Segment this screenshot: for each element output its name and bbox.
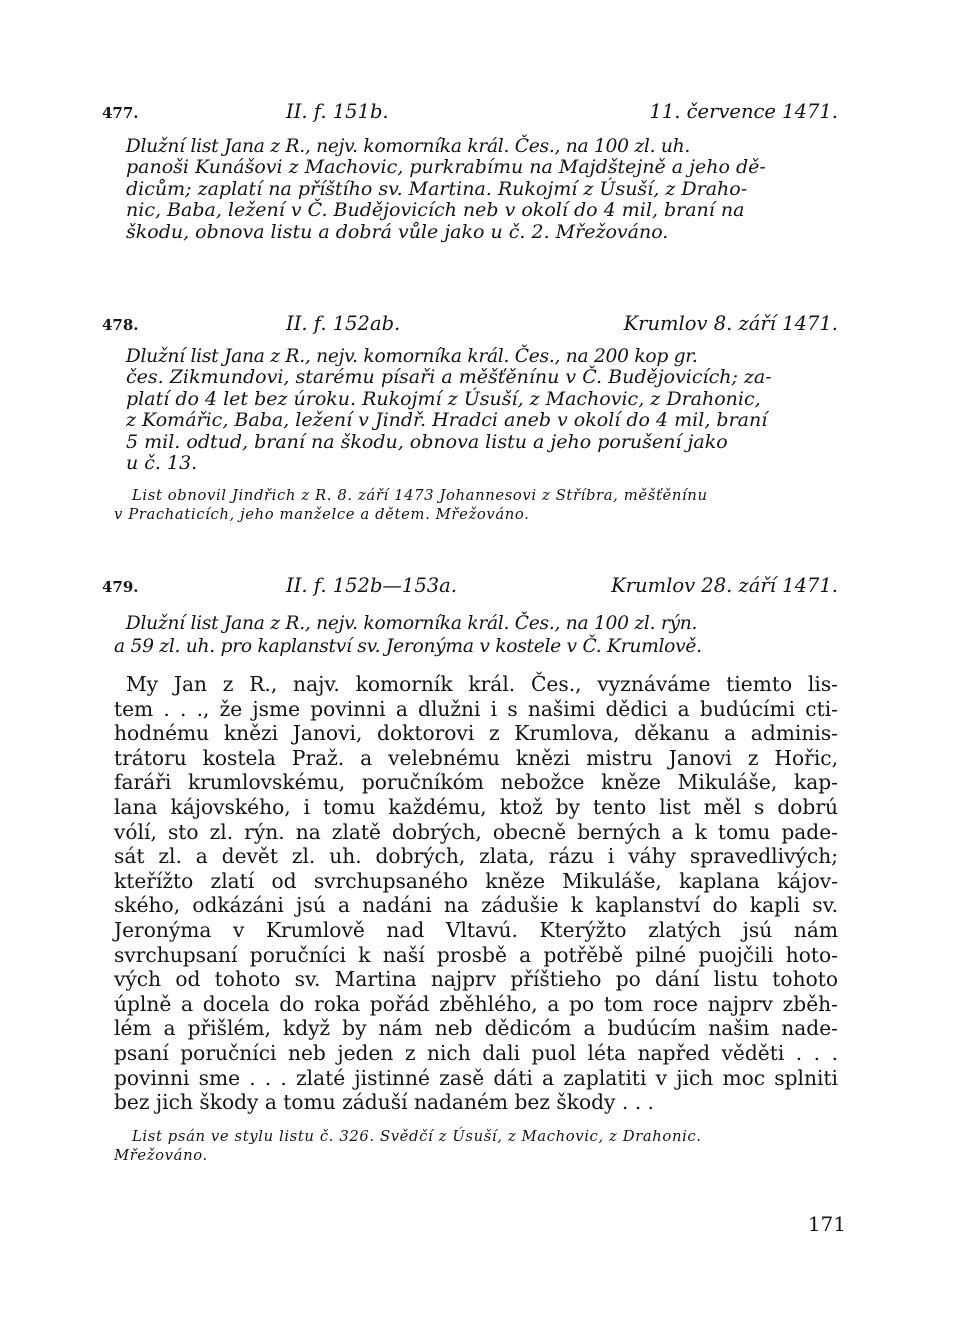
body-line: faráři krumlovskému, poručníkóm nebožce kněze Mikuláše, kap-	[114, 770, 838, 795]
note-line: Mřežováno.	[114, 1146, 208, 1164]
body-line: trátoru kostela Praž. a velebnému knězi mistru Janovi z Hořic,	[114, 745, 838, 770]
regest-line: čes. Zikmundovi, starému písaři a měšťěnínu v Č. Budějovicích; za-	[126, 366, 772, 389]
body-line: bez jich škody a tomu záduší nadaném bez škody . . .	[114, 1090, 654, 1115]
entry-479	[102, 574, 838, 1165]
regest-line: nic, Baba, ležení v Č. Budějovicích neb v okolí do 4 mil, braní na	[126, 199, 745, 222]
entry-478	[102, 312, 838, 524]
body-line: lém a přišlém, když by nám neb dědicóm a budúcím našim nade-	[114, 1016, 838, 1041]
regest-line: Dlužní list Jana z R., nejv. komorníka král. Čes., na 200 kop gr.	[125, 345, 698, 367]
regest-line: Dlužní list Jana z R., nejv. komorníka král. Čes., na 100 zl. uh.	[125, 135, 690, 157]
entry-folio: II. f. 152ab.	[286, 312, 401, 335]
regest-line: Dlužní list Jana z R., nejv. komorníka král. Čes., na 100 zl. rýn.	[125, 612, 698, 634]
body-line: vólí, sto zl. rýn. na zlatě dobrých, obecně berných a k tomu pade-	[114, 819, 838, 844]
body-line: lana kájovského, i tomu každému, ktož by tento list měl s dobrú	[114, 794, 838, 819]
body-line: My Jan z R., najv. komorník král. Čes., vyznáváme tiemto lis-	[126, 672, 838, 696]
body-line: psaní poručníci neb jeden z nich dali puol léta napřed věděti . . .	[114, 1040, 838, 1065]
entry-number: 477.	[102, 104, 139, 122]
note-line: List obnovil Jindřich z R. 8. září 1473 Johannesovi z Stříbra, měšťěnínu	[132, 487, 708, 505]
body-line: svrchupsaní poručníci k naší prosbě a potřěbě pilné puojčili hoto-	[114, 942, 838, 967]
body-line: ského, odkázáni jsú a nadáni na zádušie k kaplanství do kapli sv.	[114, 893, 838, 918]
entry-regest	[114, 136, 838, 243]
page-number: 171	[807, 1212, 846, 1236]
note-line: List psán ve stylu listu č. 326. Svědčí z Úsuší, z Machovic, z Drahonic.	[132, 1127, 702, 1145]
entry-header	[102, 574, 838, 604]
note-line: v Prachaticích, jeho manželce a dětem. Mřežováno.	[114, 506, 530, 524]
body-line: kteřížto zlatí od svrchupsaného kněze Mikuláše, kaplana kájov-	[114, 868, 838, 893]
regest-line: a 59 zl. uh. pro kaplanství sv. Jeronýma v kostele v Č. Krumlově.	[114, 635, 702, 657]
entry-header	[102, 100, 838, 130]
body-line: sát zl. a devět zl. uh. dobrých, zlata, rázu i váhy spravedlivých;	[114, 844, 838, 869]
body-line: vých od tohoto sv. Martina najprv příštieho po dání listu tohoto	[114, 967, 838, 992]
regest-line: dicům; zaplatí na příštího sv. Martina. Rukojmí z Úsuší, z Draho-	[126, 177, 748, 200]
entry-date: Krumlov 28. září 1471.	[611, 574, 838, 597]
body-line: tem . . ., že jsme povinni a dlužni i s našimi dědici a budúcími cti-	[114, 696, 838, 721]
entry-note	[114, 486, 838, 524]
entry-body-text	[114, 672, 838, 1115]
regest-line: 5 mil. odtud, braní na škodu, obnova listu a jeho porušení jako	[126, 430, 728, 453]
regest-line: u č. 13.	[126, 452, 198, 475]
body-line: hodnému knězi Janovi, doktorovi z Krumlova, děkanu a adminis-	[114, 721, 838, 746]
entry-header	[102, 312, 838, 342]
entry-note	[114, 1127, 838, 1165]
body-line: úplně a docela do roka pořád zběhlého, a po tom roce najprv zběh-	[114, 991, 838, 1016]
entry-folio: II. f. 151b.	[286, 100, 389, 123]
regest-line: z Komářic, Baba, ležení v Jindř. Hradci aneb v okolí do 4 mil, braní	[126, 409, 768, 432]
entry-number: 479.	[102, 578, 139, 596]
regest-line: platí do 4 let bez úroku. Rukojmí z Úsuší, z Machovic, z Drahonic,	[126, 387, 761, 410]
entry-477	[102, 100, 838, 243]
body-line: Jeronýma v Krumlově nad Vltavú. Kterýžto zlatých jsú nám	[114, 917, 838, 942]
entry-regest	[114, 612, 838, 658]
entry-date: Krumlov 8. září 1471.	[623, 312, 838, 335]
entry-number: 478.	[102, 316, 139, 334]
body-line: povinni sme . . . zlaté jistinné zasě dáti a zaplatiti v jich moc splniti	[114, 1065, 838, 1090]
entry-folio: II. f. 152b—153a.	[286, 574, 457, 597]
regest-line: panoši Kunášovi z Machovic, purkrabímu na Majdštejně a jeho dě-	[126, 156, 766, 179]
regest-line: škodu, obnova listu a dobrá vůle jako u č. 2. Mřežováno.	[126, 220, 669, 243]
entry-date: 11. července 1471.	[649, 100, 838, 123]
entry-regest	[114, 346, 838, 474]
